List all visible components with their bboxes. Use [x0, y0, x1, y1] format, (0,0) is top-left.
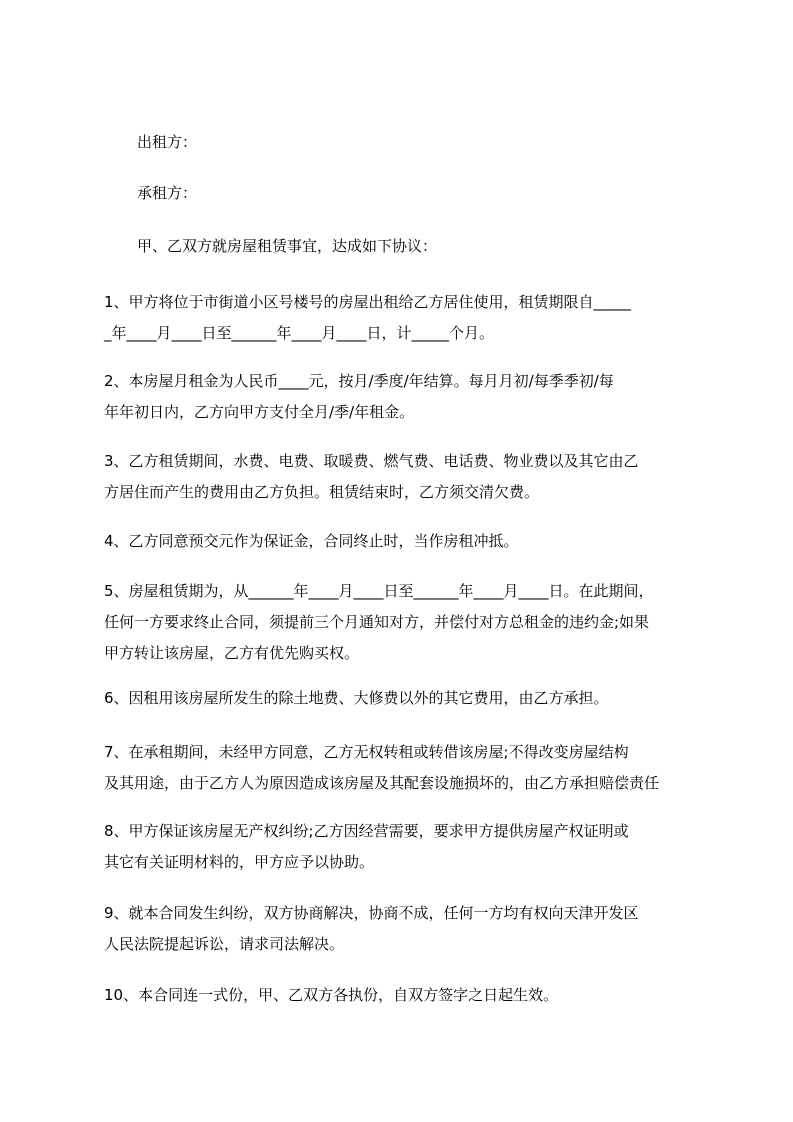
lessor-label: 出租方： — [137, 133, 198, 151]
agreement-intro: 甲、乙双方就房屋租赁事宜，达成如下协议： — [137, 237, 438, 255]
clause-3: 3、乙方租赁期间，水费、电费、取暖费、燃气费、电话费、物业费以及其它由乙 方居住而产生的费用由乙方负担。租赁结束时，乙方须交清欠费。 — [104, 452, 639, 501]
lessee-label: 承租方： — [137, 184, 198, 202]
clause-6: 6、因租用该房屋所发生的除土地费、大修费以外的其它费用，由乙方承担。 — [104, 689, 609, 707]
clause-8: 8、甲方保证该房屋无产权纠纷;乙方因经营需要，要求甲方提供房屋产权证明或 其它有关证明材料的，甲方应予以协助。 — [104, 822, 629, 871]
clause-1: 1、甲方将位于市街道小区号楼号的房屋出租给乙方居住使用，租赁期限自_____ _年____月____日至______年____月____日，计_____个月。 — [104, 293, 632, 342]
clause-5: 5、房屋租赁期为，从______年____月____日至______年____月____日。在此期间， 任何一方要求终止合同，须提前三个月通知对方，并偿付对方总租金的违约金;如果 甲方转让该房屋，乙方有优先购买权。 — [104, 582, 654, 662]
clause-9: 9、就本合同发生纠纷，双方协商解决，协商不成，任何一方均有权向天津开发区 人民法院提起诉讼，请求司法解决。 — [104, 904, 639, 953]
clause-2: 2、本房屋月租金为人民币____元，按月/季度/年结算。每月月初/每季季初/每 年年初日内，乙方向甲方支付全月/季/年租金。 — [104, 372, 614, 421]
clause-7: 7、在承租期间，未经甲方同意，乙方无权转租或转借该房屋;不得改变房屋结构 及其用途，由于乙方人为原因造成该房屋及其配套设施损坏的，由乙方承担赔偿责任 — [104, 743, 660, 792]
clause-4: 4、乙方同意预交元作为保证金，合同终止时，当作房租冲抵。 — [104, 532, 519, 550]
clause-10: 10、本合同连一式份，甲、乙双方各执份，自双方签字之日起生效。 — [104, 986, 559, 1004]
